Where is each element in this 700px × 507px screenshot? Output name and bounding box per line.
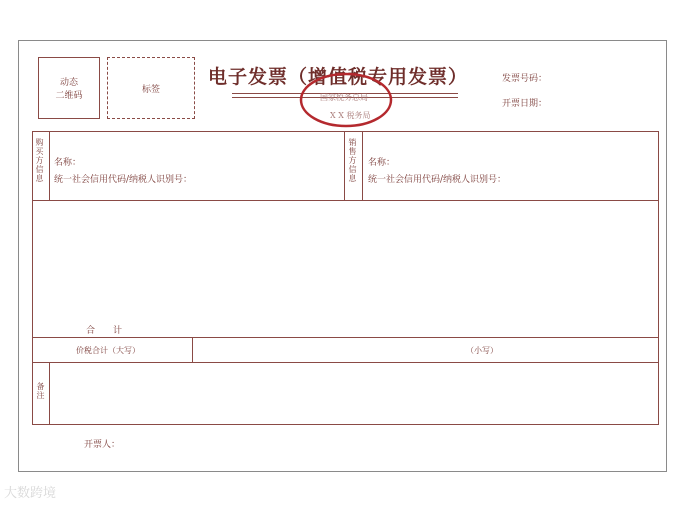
invoice-code-label: 发票号码： bbox=[502, 74, 548, 84]
dynamic-qr-box bbox=[38, 57, 100, 119]
sum-row-bottom bbox=[32, 337, 659, 338]
issue-date-label: 开票日期： bbox=[502, 99, 548, 109]
seller-name-label: 名称： bbox=[368, 158, 396, 168]
dynamic-qr-label-1: 动态 bbox=[59, 78, 78, 88]
remarks-divider bbox=[49, 362, 50, 425]
buyer-name-label: 名称： bbox=[54, 158, 82, 168]
buyer-side-label: 购买方信息 bbox=[35, 138, 44, 183]
dynamic-qr-label-2: 二维码 bbox=[55, 91, 83, 101]
remarks-side-label: 备注 bbox=[36, 382, 45, 400]
total-row-bottom bbox=[32, 362, 659, 363]
party-divider-2 bbox=[362, 131, 363, 201]
total-lower-label: （小写） bbox=[466, 346, 498, 355]
buyer-tax-id-label: 统一社会信用代码/纳税人识别号： bbox=[54, 175, 193, 185]
invoice-title: 电子发票（增值税专用发票） bbox=[208, 66, 469, 88]
watermark-text: 大数跨境 bbox=[4, 486, 57, 501]
issuer-label: 开票人： bbox=[84, 440, 121, 450]
buyer-side-divider bbox=[49, 131, 50, 201]
sum-label: 合 计 bbox=[86, 326, 123, 336]
total-upper-label: 价税合计（大写） bbox=[76, 346, 140, 355]
party-divider-1 bbox=[344, 131, 345, 201]
seller-tax-id-label: 统一社会信用代码/纳税人识别号： bbox=[368, 175, 507, 185]
total-divider bbox=[192, 337, 193, 363]
tag-box bbox=[107, 57, 195, 119]
seal-text-bottom: X X 税务局 bbox=[330, 111, 371, 120]
seal-text-top: 国家税务总局 bbox=[320, 93, 368, 102]
party-row-bottom bbox=[32, 200, 659, 201]
tag-label: 标签 bbox=[141, 84, 160, 95]
seller-side-label: 销售方信息 bbox=[348, 138, 357, 183]
